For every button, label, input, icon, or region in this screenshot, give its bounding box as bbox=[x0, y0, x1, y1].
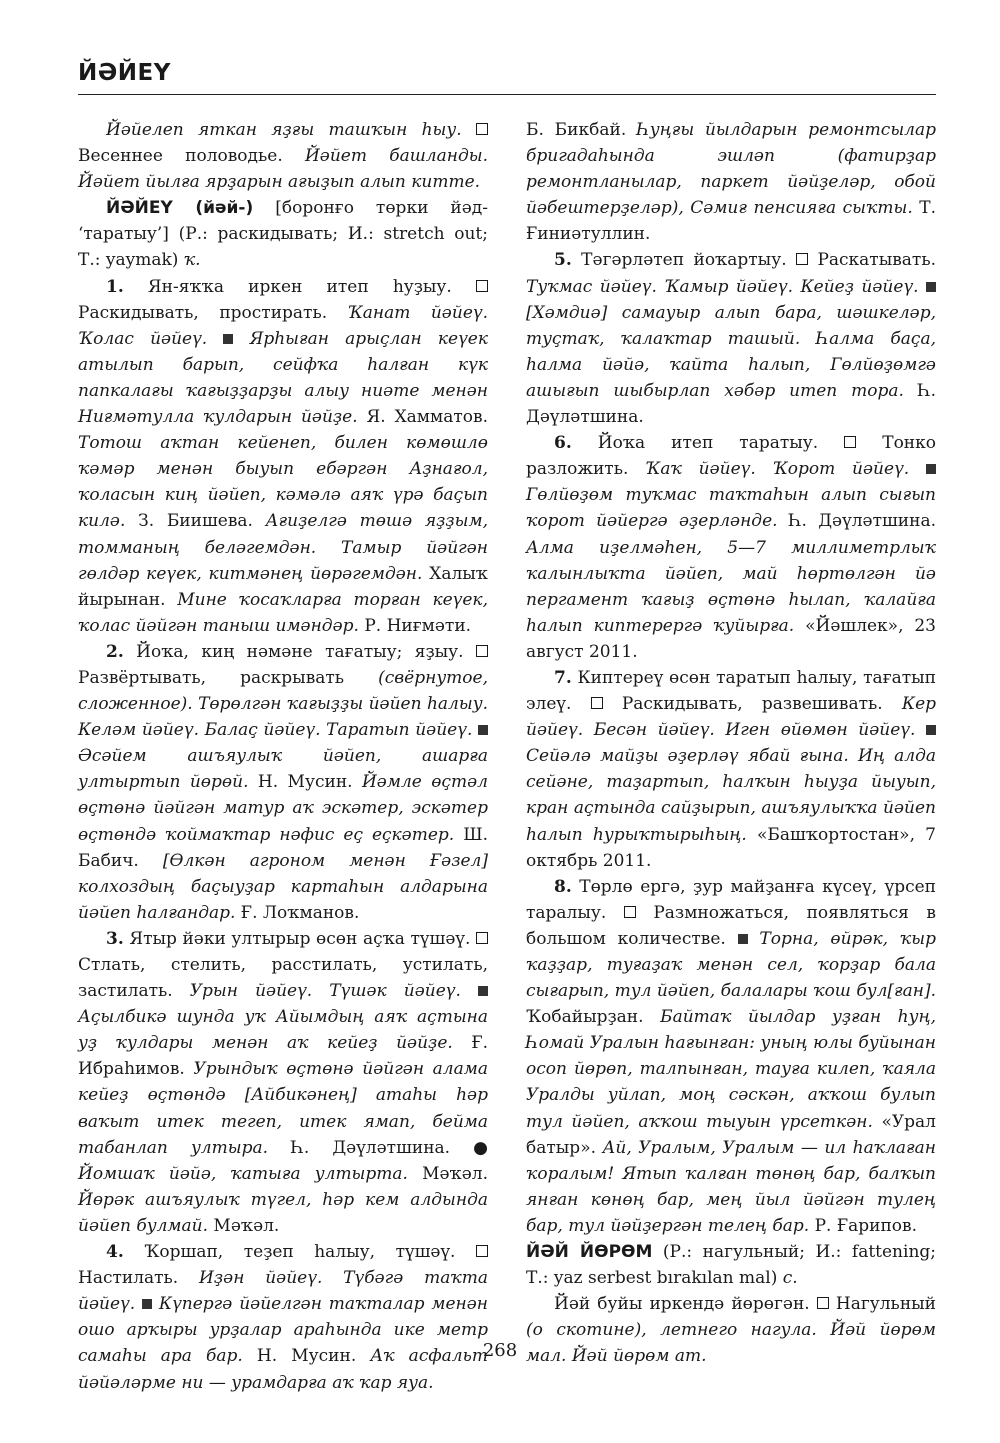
quote-source: Халыҡ йырынан. bbox=[78, 563, 488, 610]
quote-source: «Урал батыр». bbox=[526, 1111, 936, 1158]
sense-paragraph bbox=[78, 926, 488, 1239]
quote-text: Гөлйөҙөм туҡмас таҡтаһын алып сығып ҡорот йәйергә әҙерләнде. bbox=[526, 485, 936, 532]
translation-box-icon bbox=[624, 906, 636, 918]
example-text: Иҙән йәйеү. Түбәгә таҡта йәйеү. bbox=[78, 1268, 488, 1315]
quote-source: Һ. Дәүләтшина. bbox=[526, 380, 936, 428]
sense-paragraph bbox=[526, 247, 936, 430]
translation-box-icon bbox=[476, 645, 488, 657]
example-square-icon bbox=[142, 1299, 152, 1309]
quote-text: Йәмле өҫтәл өҫтөнә йәйгән матур аҡ эскәтер, эскәтер өҫтөндә ҡоймаҡтар нәфис еҫ еҫкәтер. bbox=[78, 772, 489, 845]
dictionary-entry bbox=[526, 1239, 936, 1291]
sense-number: 5. bbox=[554, 250, 572, 271]
quote-source: Ғ. Лоҡманов. bbox=[235, 902, 360, 923]
sense-number: 3. bbox=[106, 928, 124, 949]
sense-paragraph bbox=[526, 665, 936, 874]
quote-text: Торна, өйрәк, ҡыр ҡаҙҙар, туғаҙаҡ менән сел, ҡорҙар бала сығарып, тул йәйеп, балалары ҡош бул[ған]. bbox=[526, 928, 936, 1002]
sense-number: 6. bbox=[554, 433, 572, 454]
quote-text: Һуңғы йылдарын ремонтсылар бригадаһында эшләп (фатирҙар ремонтланылар, паркет йәйҙеләр, обой йәбештерҙеләр), Сәмиғ пенсияға сыҡты. bbox=[526, 120, 936, 219]
example-text: Ҡаҡ йәйеү. Ҡорот йәйеү. bbox=[645, 459, 926, 480]
example-square-icon bbox=[926, 282, 936, 292]
page-number: 268 bbox=[482, 1340, 518, 1361]
example-text: Кер йәйеү. Бесән йәйеү. Иген өйөмөн йәйеү. bbox=[526, 694, 937, 741]
example-square-icon bbox=[478, 725, 488, 735]
dictionary-entry bbox=[78, 195, 488, 273]
pos-label: ҡ. bbox=[183, 250, 201, 271]
example-square-icon bbox=[738, 934, 748, 944]
definition: Йоҡа, киң нәмәне тағатыу; яҙыу. bbox=[123, 641, 476, 662]
example-text: (о скотине), летнего нагула. Йәй йөрөм мал. Йәй йөрөм ат. bbox=[526, 1320, 936, 1367]
translation-text: Нагульный bbox=[835, 1294, 937, 1315]
translation-text: Размножаться, появляться в большом количестве. bbox=[526, 902, 936, 949]
definition: Ятыр йәки ултырыр өсөн аҫҡа түшәү. bbox=[123, 928, 476, 949]
definition: Төрлө ергә, ҙур майҙанға күсеү, үрсеп таралыу. bbox=[526, 876, 936, 923]
etymology: [боронғо төрки йәд- ‘таратыу’] (Р.: раскидывать; И.: stretch out; Т.: yaymak) bbox=[78, 198, 488, 271]
proverb-text: Йөрәк ашъяулыҡ түгел, һәр кем алдында йәйеп булмай. bbox=[78, 1189, 488, 1236]
quote-source: Һ. Дәүләтшина. bbox=[777, 511, 936, 532]
entry-paragraph bbox=[526, 117, 936, 247]
example-square-icon bbox=[223, 334, 233, 344]
quote-source: Ш. Бабич. bbox=[78, 824, 488, 871]
entry-paragraph bbox=[78, 117, 488, 195]
quote-text: Күпергә йәйелгән таҡталар менән ошо арҡыры урҙалар араһында ике метр самаһы ара бар. bbox=[78, 1294, 488, 1367]
sense-number: 2. bbox=[106, 641, 124, 662]
example-text: Урын йәйеү. Түшәк йәйеү. bbox=[189, 981, 478, 1002]
sense-number: 7. bbox=[554, 667, 572, 688]
sense-number: 1. bbox=[106, 276, 124, 297]
pos-label: с. bbox=[782, 1268, 798, 1289]
translation-text: Настилать. bbox=[78, 1268, 200, 1289]
proverb-bullet-icon: ● bbox=[473, 1137, 488, 1158]
headword: ЙӘЙ ЙӨРӨМ bbox=[526, 1242, 653, 1263]
quote-source: Т. Ғиниәтуллин. bbox=[526, 198, 936, 245]
translation-box-icon bbox=[476, 1245, 488, 1257]
definition: Йоҡа итеп таратыу. bbox=[571, 433, 845, 454]
etymology: (Р.: нагульный; И.: fattening; Т.: yaz serbest bırakılan mal) bbox=[526, 1242, 937, 1289]
running-head: ЙӘЙЕҮ bbox=[78, 60, 171, 86]
sense-paragraph bbox=[78, 1239, 488, 1396]
quote-text: Аҡ асфальт йәйәләрме ни — урамдарға аҡ ҡар яуа. bbox=[78, 1346, 488, 1393]
quote-text: [Өлкән агроном менән Ғәзел] колхоздың баҫыуҙар картаһын алдарына йәйеп һалғандар. bbox=[78, 850, 488, 923]
sense-paragraph bbox=[526, 874, 936, 1239]
translation-box-icon bbox=[591, 697, 603, 709]
example-text: Туҡмас йәйеү. Ҡамыр йәйеү. Кейеҙ йәйеү. bbox=[526, 276, 926, 297]
translation-box-icon bbox=[796, 253, 808, 265]
header-rule bbox=[78, 94, 936, 95]
quote-text: Ярһыған арыҫлан кеүек атылып барып, сейфҡа һалған күк папкалағы ҡағыҙҙарҙы алыу ниәте менән Ниғмәтулла ҡулдарын йәйҙе. bbox=[78, 328, 488, 428]
quote-source: Ҡобайырҙан. bbox=[526, 1007, 661, 1028]
proverb-label: Мәҡәл. bbox=[208, 1215, 280, 1236]
quote-text: Тотош аҡтан кейенеп, билен көмөшлө ҡәмәр менән быуып ебәргән Аҙнағол, ҡоласын киң йәйеп, кәмәлә аяҡ үрә баҫып килә. bbox=[78, 433, 488, 532]
quote-source: Н. Мусин. bbox=[248, 772, 362, 793]
quote-source: Р. Ғарипов. bbox=[809, 1215, 918, 1236]
translation-text: Раскатывать. bbox=[817, 250, 936, 271]
translation-text: Тонко разложить. bbox=[526, 433, 936, 480]
quote-text: [Хәмдиә] самауыр алып бара, шәшкеләр, туҫтаҡ, ҡалаҡтар ташый. Һалма баҫа, һалма йәйә, ҡайта һалып, Гөлйөҙөмгә ашығып шыбырлап хәбәр итеп тора. bbox=[526, 302, 936, 401]
left-column bbox=[78, 117, 488, 1396]
quote-text: Сейәлә майҙы әҙерләү ябай ғына. Иң алда сейәне, таҙартып, һалҡын һыуҙа йыуып, кран аҫтында сайҙырып, ашъяулыҡҡа йәйеп һалып һурыҡтырыһың. bbox=[526, 746, 936, 845]
quote-text: Ай, Уралым, Уралым — ил һаҡлаған ҡоралым! Ятып ҡалған төнөң бар, балҡып янған көнөң бар, мең йыл йәйгән тулең бар, тул йәйҙергән телең бар. bbox=[526, 1137, 936, 1236]
sense-paragraph bbox=[526, 430, 936, 665]
right-column bbox=[526, 117, 936, 1370]
sense-number: 8. bbox=[554, 876, 572, 897]
quote-text: Аҫылбикә шунда уҡ Айымдың аяҡ аҫтына уҙ ҡулдары менән аҡ кейеҙ йәйҙе. bbox=[78, 1007, 488, 1054]
translation-box-icon bbox=[817, 1297, 829, 1309]
definition: Тәгәрләтеп йоҡартыу. bbox=[571, 250, 797, 271]
quote-source: Н. Мусин. bbox=[242, 1346, 371, 1367]
sense-paragraph bbox=[78, 274, 488, 639]
sense-number: 4. bbox=[106, 1242, 124, 1263]
quote-source: Я. Хамматов. bbox=[357, 407, 488, 428]
quote-source: «Йәшлек», 23 август 2011. bbox=[526, 615, 936, 662]
translation-box-icon bbox=[476, 123, 488, 135]
translation-text: Раскидывать, простирать. bbox=[78, 302, 348, 323]
quote-source: Һ. Дәүләтшина. bbox=[268, 1137, 474, 1158]
quote-source: З. Биишева. bbox=[125, 511, 266, 532]
translation-text: Стлать, стелить, расстилать, устилать, застилать. bbox=[78, 955, 488, 1002]
definition: Киптереү өсөн таратып һалыу, тағатып элеү. bbox=[526, 667, 936, 715]
quote-text: Урындыҡ өҫтөнә йәйгән алама кейеҙ өҫтөндә [Айбикәнең] атаһы һәр ваҡыт итек тегеп, итек ямап, бейма табанлап ултыра. bbox=[78, 1059, 488, 1158]
example-text: Йәйет башланды. Йәйет йылға ярҙарын ағыҙып алып китте. bbox=[78, 146, 488, 193]
example-square-icon bbox=[478, 986, 488, 996]
proverb-text: Йомшаҡ йәйә, ҡатыға ултырта. bbox=[78, 1163, 408, 1184]
quote-source: Б. Бикбай. bbox=[526, 120, 638, 140]
quote-source: Ғ. Ибраһимов. bbox=[78, 1033, 488, 1080]
quote-text: Байтаҡ йылдар уҙған һуң, Һомай Уралын һағынған: уның юлы буйынан осоп йөрөп, талпынған, тауға килеп, ҡаяла Уралды уйлап, моң сәскән, аҡҡош булып тул йәйеп, аҡҡош тыуын үрсеткән. bbox=[526, 1007, 936, 1132]
translation-box-icon bbox=[476, 280, 488, 292]
translation-box-icon bbox=[844, 436, 856, 448]
quote-text: Мине ҡосаҡларға торған кеүек, ҡолас йәйгән таныш имәндәр. bbox=[78, 589, 488, 636]
translation-text: Весеннее половодье. bbox=[78, 146, 305, 167]
quote-source: «Башҡортостан», 7 октябрь 2011. bbox=[526, 824, 936, 871]
translation-text: Раскидывать, развешивать. bbox=[621, 694, 902, 715]
example-square-icon bbox=[926, 464, 936, 474]
proverb-label: Мәҡәл. bbox=[407, 1163, 488, 1184]
example-text: Ҡанат йәйеү. Ҡолас йәйеү. bbox=[78, 302, 488, 349]
quote-text: Ағиҙелгә төшә яҙҙым, томманың беләгемдән. Тамыр йәйгән гөлдәр кеүек, китмәнең йөрәгемдән. bbox=[78, 511, 488, 584]
headword: ЙӘЙЕҮ (йәй-) bbox=[106, 198, 254, 219]
definition: Ҡоршап, теҙеп һалыу, түшәү. bbox=[123, 1242, 476, 1263]
translation-box-icon bbox=[476, 932, 488, 944]
translation-text: Развёртывать, раскрывать bbox=[78, 667, 379, 688]
quote-text: Алма иҙелмәһен, 5—7 миллиметрлыҡ ҡалынлыҡта йәйеп, май һөртөлгән йә пергамент ҡағыҙ өҫтөнә һылап, ҡалайға һалып киптерергә ҡуйырға. bbox=[526, 537, 936, 636]
example-text: Йәйелеп яткан яҙғы ташҡын һыу. bbox=[106, 120, 476, 140]
sense-paragraph bbox=[78, 639, 488, 926]
definition: Ян-яҡҡа иркен итеп һуҙыу. bbox=[123, 276, 476, 297]
example-text: (свёрнутое, сложенное). Төрөлгән ҡағыҙҙы йәйеп һалыу. Келәм йәйеү. Балаҫ йәйеү. Таратып йәйеү. bbox=[78, 667, 488, 741]
quote-source: Р. Ниғмәти. bbox=[358, 615, 472, 636]
example-square-icon bbox=[926, 725, 936, 735]
definition: Йәй буйы иркендә йөрөгән. bbox=[554, 1294, 817, 1315]
quote-text: Әсәйем ашъяулыҡ йәйеп, ашарға ултыртып йөрөй. bbox=[78, 746, 488, 793]
